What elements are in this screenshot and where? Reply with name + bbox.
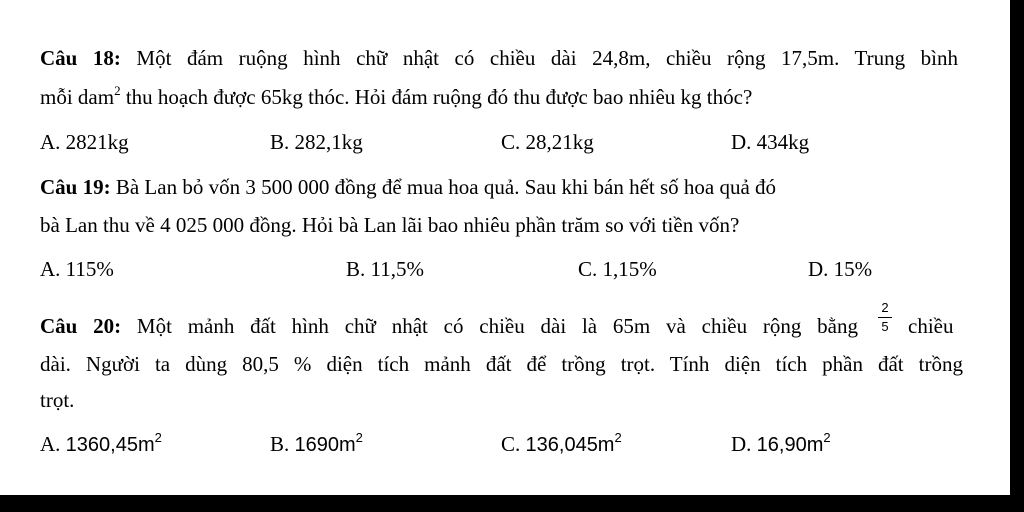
question-19-option-a: A. 115% — [40, 257, 114, 281]
option-value: 1360,45m — [65, 434, 155, 456]
question-19-option-b: B. 11,5% — [346, 257, 424, 281]
option-superscript: 2 — [154, 430, 162, 445]
option-value: 136,045m — [525, 434, 615, 456]
fraction-numerator: 2 — [881, 300, 889, 315]
question-20-option-b — [270, 431, 363, 458]
question-18-superscript: 2 — [114, 83, 121, 98]
question-20-label: Câu 20: — [40, 314, 122, 338]
question-20-option-c — [501, 431, 622, 458]
question-19-option-d: D. 15% — [808, 257, 873, 281]
option-value: 1690m — [294, 434, 356, 456]
question-20-text-1-end: chiều — [908, 314, 954, 338]
option-superscript: 2 — [355, 430, 363, 445]
option-prefix: B. — [270, 432, 290, 456]
question-18-text-2a: mỗi dam — [40, 85, 115, 109]
option-value: 16,90m — [756, 434, 824, 456]
question-19-line-1 — [40, 174, 776, 200]
option-prefix: D. — [731, 432, 752, 456]
question-18-text-2b: thu hoạch được 65kg thóc. Hỏi đám ruộng đó thu được bao nhiêu kg thóc? — [120, 85, 753, 109]
question-18-label: Câu 18: — [40, 46, 121, 70]
question-18-line-2 — [40, 84, 752, 110]
question-18-option-c: C. 28,21kg — [501, 130, 594, 154]
fraction-denominator: 5 — [881, 319, 889, 334]
option-prefix: A. — [40, 432, 61, 456]
question-19-label: Câu 19: — [40, 175, 111, 199]
question-18-option-b: B. 282,1kg — [270, 130, 363, 154]
fraction-two-fifths — [875, 300, 895, 335]
question-20-option-a — [40, 431, 162, 458]
question-20-option-d — [731, 431, 831, 458]
fraction-bar — [878, 317, 892, 318]
question-20-line-1 — [40, 313, 858, 339]
question-18-line-1 — [40, 45, 958, 71]
question-18-option-d: D. 434kg — [731, 130, 810, 154]
question-20-line-2: dài. Người ta dùng 80,5 % diện tích mảnh đất để trồng trọt. Tính diện tích phần đất trồng — [40, 352, 963, 376]
question-19-text-1: Bà Lan bỏ vốn 3 500 000 đồng để mua hoa quả. Sau khi bán hết số hoa quả đó — [110, 175, 777, 199]
question-20-text-1: Một mảnh đất hình chữ nhật có chiều dài là 65m và chiều rộng bằng — [121, 314, 858, 338]
question-20-line-3: trọt. — [40, 388, 75, 412]
question-19-line-2: bà Lan thu về 4 025 000 đồng. Hỏi bà Lan lãi bao nhiêu phần trăm so với tiền vốn? — [40, 213, 740, 237]
option-superscript: 2 — [823, 430, 831, 445]
option-prefix: C. — [501, 432, 521, 456]
option-superscript: 2 — [614, 430, 622, 445]
question-18-option-a: A. 2821kg — [40, 130, 129, 154]
question-19-option-c: C. 1,15% — [578, 257, 657, 281]
question-18-text-1: Một đám ruộng hình chữ nhật có chiều dài 24,8m, chiều rộng 17,5m. Trung bình — [120, 46, 958, 70]
